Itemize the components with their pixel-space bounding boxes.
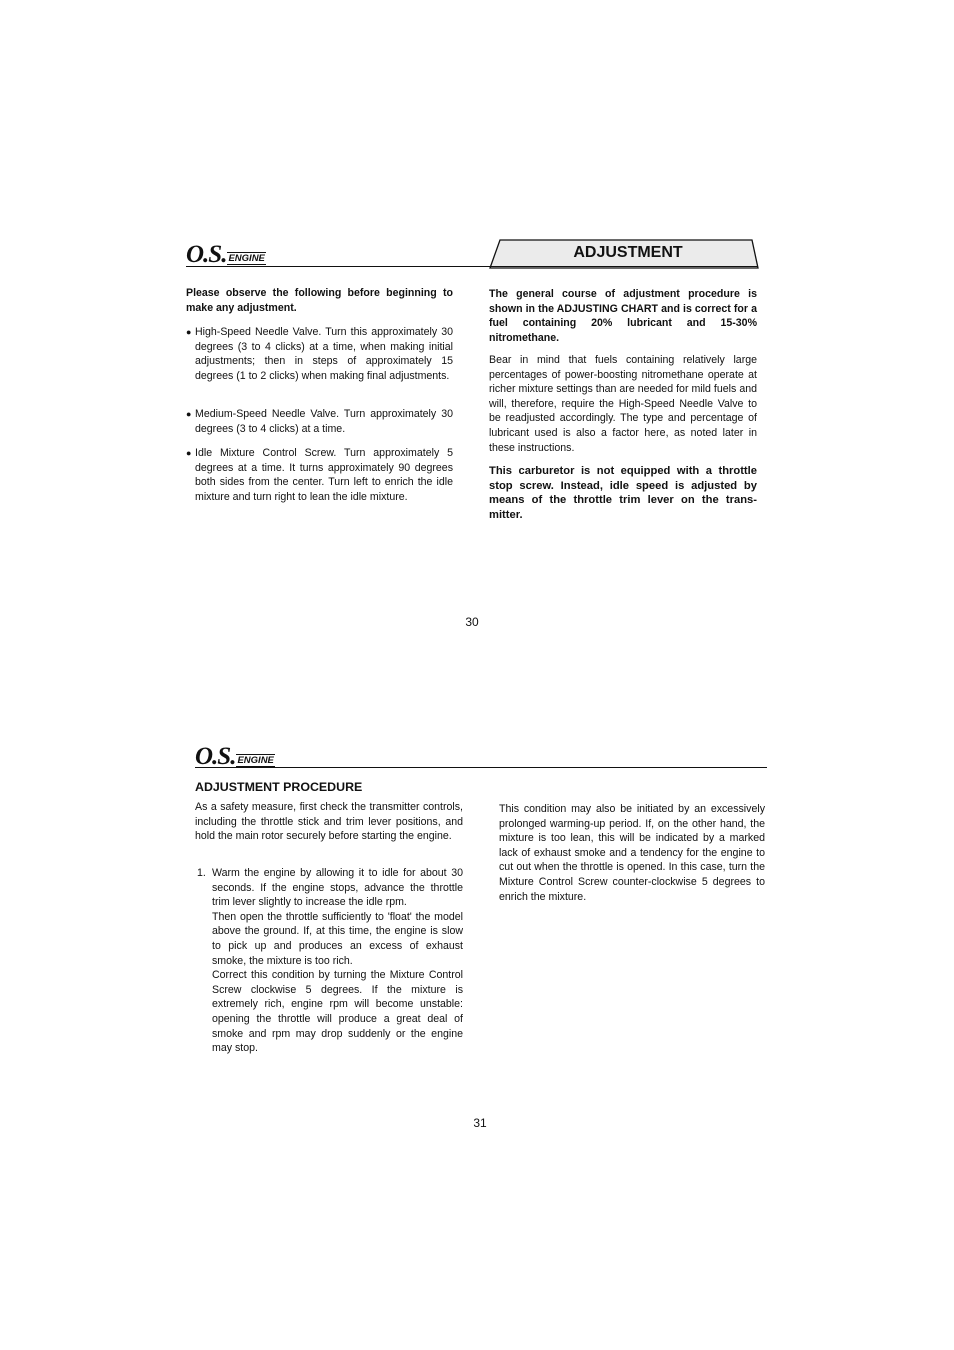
step-paragraph: Warm the engine by allowing it to idle for about 30 seconds. If the engine stops, advance the throttle trim lever slightly to increase the idle rpm. bbox=[212, 867, 463, 909]
logo-sub: ENGINE bbox=[228, 253, 265, 264]
logo-brand: O.S. bbox=[195, 743, 236, 770]
bullet-dot: ● bbox=[186, 327, 192, 337]
bullet-text: Medium-Speed Needle Valve. Turn approximately 30 degrees (3 to 4 clicks) at a time. bbox=[195, 408, 453, 435]
lean-mixture-note: This condition may also be initiated by an excessively prolonged warming-up period. If, on the other hand, the mixture is too lean, this will be indicated by a marked lack of exhaust smoke and a tendency for the engine to cut out when the throttle is opened. In this case, turn the Mixture Control Screw counter-clockwise 5 degrees to enrich the mixture. bbox=[499, 803, 765, 903]
bullet-dot: ● bbox=[186, 409, 192, 419]
step-paragraph: Then open the throttle sufficiently to 'float' the model above the ground. If, at this time, the engine is slow to pick up and produces an excess of exhaust smoke, the mixture is too rich. bbox=[212, 910, 463, 967]
bullet-item bbox=[186, 325, 453, 383]
section-title: ADJUSTMENT bbox=[573, 244, 683, 261]
throttle-note: This carburetor is not equipped with a throttle stop screw. Instead, idle speed is adjusted by means of the throttle trim lever on the trans-mitter. bbox=[489, 465, 757, 521]
bullet-item bbox=[186, 407, 453, 436]
os-engine-logo bbox=[186, 242, 266, 267]
bullet-dot: ● bbox=[186, 448, 192, 458]
bullet-text: High-Speed Needle Valve. Turn this approximately 30 degrees (3 to 4 clicks) at a time, when making initial adjustments; then in steps of approximately 15 degrees (1 to 2 clicks) when making final adjustments. bbox=[195, 326, 453, 382]
logo-sub: ENGINE bbox=[237, 755, 274, 766]
header-rule bbox=[195, 767, 767, 768]
step-paragraph: Correct this condition by turning the Mixture Control Screw clockwise 5 degrees. If the mixture is extremely rich, engine rpm will become unstable: opening the throttle will produce a great deal of smoke and rpm may drop suddenly or the engine may stop. bbox=[212, 969, 463, 1055]
section-heading: ADJUSTMENT PROCEDURE bbox=[195, 780, 363, 794]
chart-note: The general course of adjustment procedure is shown in the ADJUSTING CHART and is correct for a fuel containing 20% lubricant and 15-30% nitromethane. bbox=[489, 288, 757, 344]
logo-brand: O.S. bbox=[186, 241, 227, 268]
intro-text: Please observe the following before beginning to make any adjustment. bbox=[186, 287, 453, 314]
bullet-text: Idle Mixture Control Screw. Turn approximately 5 degrees at a time. It turns approximately 90 degrees both sides from the center. Turn left to enrich the idle mixture and turn right to lean the idle mixture. bbox=[195, 447, 453, 503]
fuel-note: Bear in mind that fuels containing relatively large percentages of power-boosting nitromethane operate at richer mixture settings than are needed for mild fuels and will, therefore, require the High-Speed Needle Valve to be readjusted accordingly. The type and percentage of lubricant used is also a factor here, as noted later in these instructions. bbox=[489, 354, 757, 454]
header-rule bbox=[186, 266, 758, 267]
list-item bbox=[197, 866, 463, 1056]
page-number: 31 bbox=[473, 1116, 487, 1130]
page-number: 30 bbox=[465, 615, 479, 629]
step-number: 1. bbox=[197, 867, 206, 879]
safety-intro: As a safety measure, first check the transmitter controls, including the throttle stick and trim lever positions, and hold the main rotor securely before starting the engine. bbox=[195, 801, 463, 843]
bullet-item bbox=[186, 446, 453, 504]
os-engine-logo bbox=[195, 744, 275, 769]
